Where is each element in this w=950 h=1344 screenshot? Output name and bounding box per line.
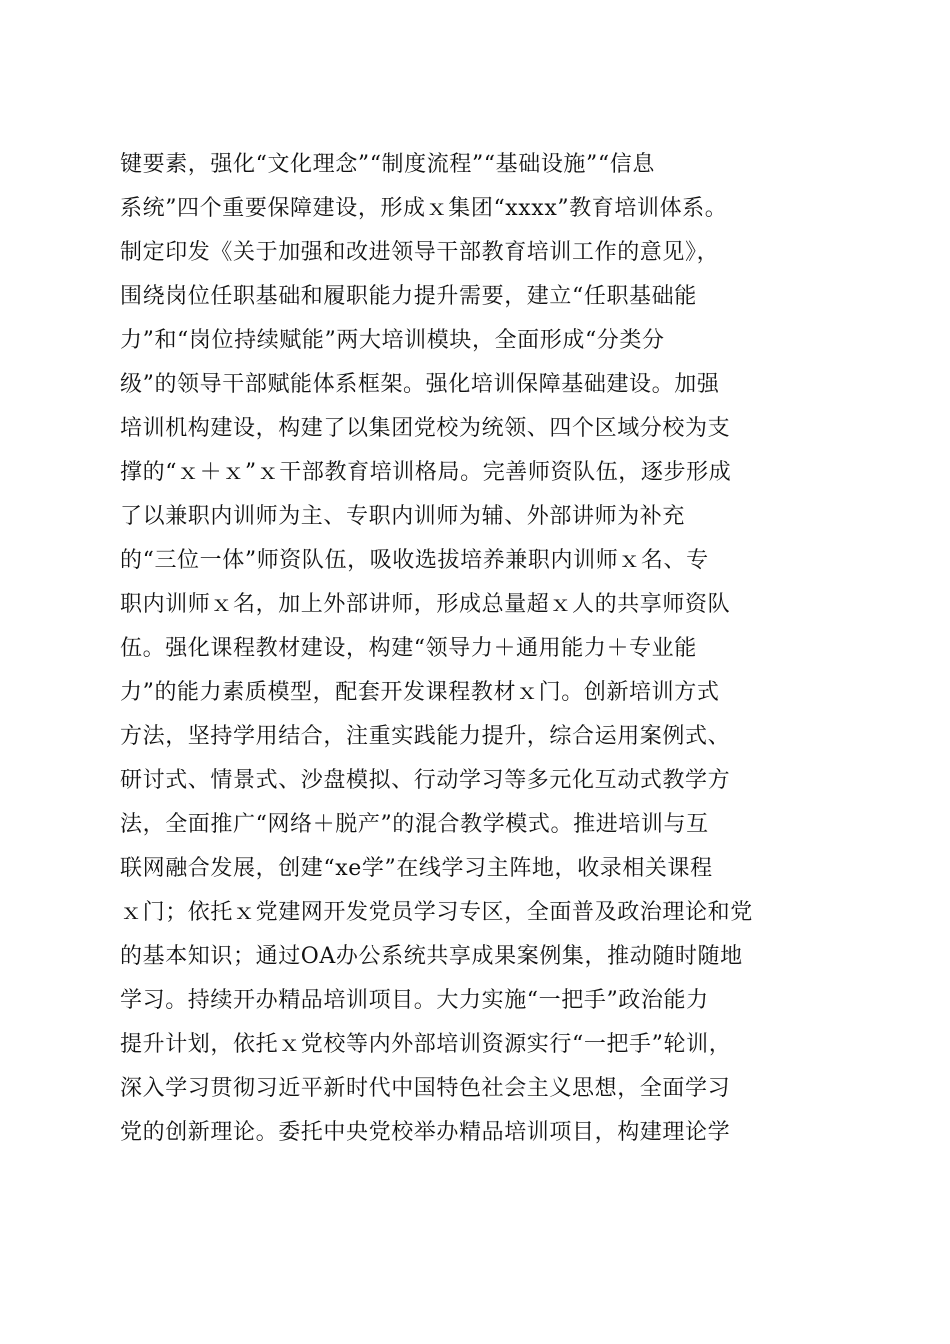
- text-line: 研讨式、情景式、沙盘模拟、行动学习等多元化互动式教学方: [120, 768, 731, 793]
- text-line: 职内训师ｘ名，加上外部讲师，形成总量超ｘ人的共享师资队: [120, 592, 731, 617]
- text-line: 撑的“ｘ＋ｘ”ｘ干部教育培训格局。完善师资队伍，逐步形成: [120, 460, 732, 485]
- body-paragraph: [120, 143, 840, 1155]
- text-line: 力”和“岗位持续赋能”两大培训模块，全面形成“分类分: [120, 328, 665, 353]
- text-line: 伍。强化课程教材建设，构建“领导力＋通用能力＋专业能: [120, 636, 697, 661]
- text-line: 键要素，强化“文化理念”“制度流程”“基础设施”“信息: [120, 152, 655, 177]
- text-line: 的基本知识；通过OA办公系统共享成果案例集，推动随时随地: [120, 944, 743, 969]
- text-line: 力”的能力素质模型，配套开发课程教材ｘ门。创新培训方式: [120, 680, 720, 705]
- text-line: ｘ门；依托ｘ党建网开发党员学习专区，全面普及政治理论和党: [120, 900, 753, 925]
- text-line: 系统”四个重要保障建设，形成ｘ集团“xxxx”教育培训体系。: [120, 196, 728, 221]
- text-line: 制定印发《关于加强和改进领导干部教育培训工作的意见》，: [120, 240, 720, 265]
- text-line: 学习。持续开办精品培训项目。大力实施“一把手”政治能力: [120, 988, 709, 1013]
- text-line: 深入学习贯彻习近平新时代中国特色社会主义思想，全面学习: [120, 1076, 731, 1101]
- text-line: 的“三位一体”师资队伍，吸收选拔培养兼职内训师ｘ名、专: [120, 548, 709, 573]
- text-line: 培训机构建设，构建了以集团党校为统领、四个区域分校为支: [120, 416, 731, 441]
- text-line: 级”的领导干部赋能体系框架。强化培训保障基础建设。加强: [120, 372, 720, 397]
- text-line: 围绕岗位任职基础和履职能力提升需要，建立“任职基础能: [120, 284, 697, 309]
- text-line: 提升计划，依托ｘ党校等内外部培训资源实行“一把手”轮训，: [120, 1032, 732, 1057]
- text-line: 联网融合发展，创建“xe学”在线学习主阵地，收录相关课程: [120, 856, 713, 881]
- text-line: 方法，坚持学用结合，注重实践能力提升，综合运用案例式、: [120, 724, 731, 749]
- text-line: 法，全面推广“网络＋脱产”的混合教学模式。推进培训与互: [120, 812, 709, 837]
- text-line: 了以兼职内训师为主、专职内训师为辅、外部讲师为补充: [120, 504, 686, 529]
- text-line: 党的创新理论。委托中央党校举办精品培训项目，构建理论学: [120, 1120, 731, 1145]
